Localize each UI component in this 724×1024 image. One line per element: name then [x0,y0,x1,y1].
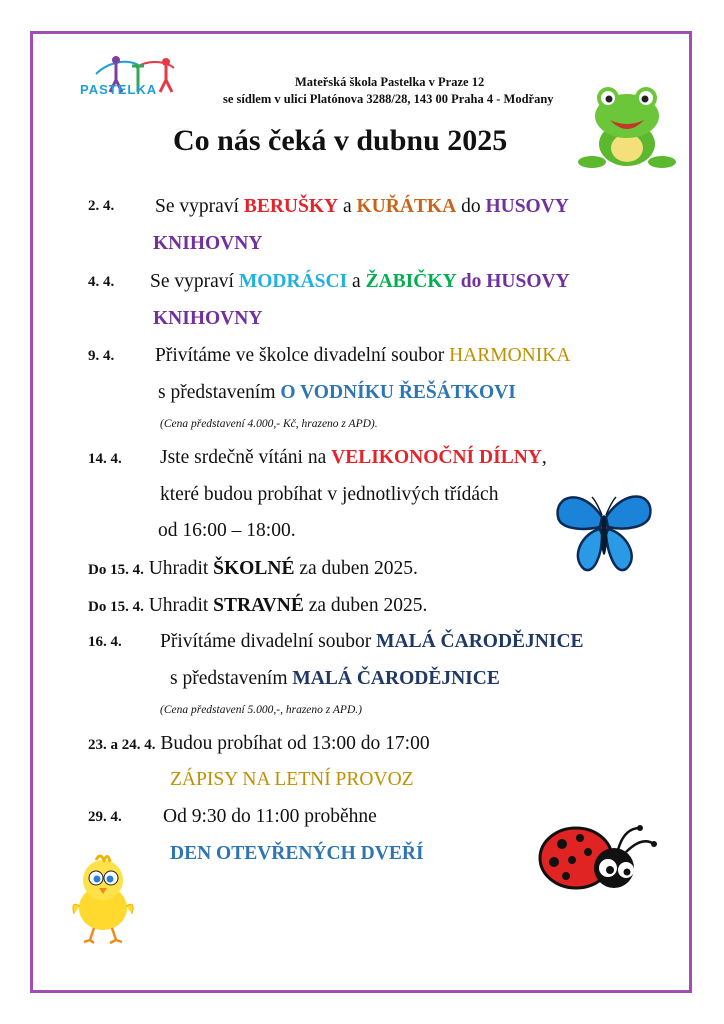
event-line: KNIHOVNY [153,233,263,254]
school-name-line2: se sídlem v ulici Platónova 3288/28, 143 00 Praha 4 - Modřany [223,92,554,106]
event-line: Přivítáme divadelní soubor MALÁ ČARODĚJNICE [160,631,584,652]
event-date: 2. 4. [88,198,115,214]
event-line: DEN OTEVŘENÝCH DVEŘÍ [170,843,424,864]
event-date: Do 15. 4. [88,599,144,615]
page-title: Co nás čeká v dubnu 2025 [173,124,508,157]
event-line: Od 9:30 do 11:00 proběhne [163,806,377,827]
event-line: 23. a 24. 4. Budou probíhat od 13:00 do 17:00 [88,733,430,754]
event-line: Se vypraví MODRÁSCI a ŽABIČKY do HUSOVY [150,271,570,292]
event-line: Do 15. 4. Uhradit STRAVNÉ za duben 2025. [88,595,428,616]
event-note: (Cena představení 5.000,-, hrazeno z APD.) [160,704,362,716]
event-date: 29. 4. [88,809,122,825]
school-name-line1: Mateřská škola Pastelka v Praze 12 [295,75,485,89]
frog-image [578,82,676,172]
ladybug-image [532,822,660,898]
event-date: 23. a 24. 4. [88,737,156,753]
logo-text: PASTELKA [80,82,158,97]
event-note: (Cena představení 4.000,- Kč, hrazeno z APD). [160,418,378,430]
event-date: 16. 4. [88,634,122,650]
event-date: 9. 4. [88,348,115,364]
event-line: Přivítáme ve školce divadelní soubor HARMONIKA [155,345,571,366]
event-line: ZÁPISY NA LETNÍ PROVOZ [170,769,414,790]
event-line: Se vypraví BERUŠKY a KUŘÁTKA do HUSOVY [155,196,569,217]
event-line: které budou probíhat v jednotlivých třídách [160,484,499,505]
logo-image [78,52,190,104]
event-date: Do 15. 4. [88,562,144,578]
butterfly-image [552,487,656,579]
event-date: 4. 4. [88,274,115,290]
event-line: s představením MALÁ ČARODĚJNICE [170,668,500,689]
event-line: Do 15. 4. Uhradit ŠKOLNÉ za duben 2025. [88,558,418,579]
chick-image [66,852,140,944]
event-date: 14. 4. [88,451,122,467]
event-line: KNIHOVNY [153,308,263,329]
event-line: od 16:00 – 18:00. [158,520,296,541]
event-line: s představením O VODNÍKU ŘEŠÁTKOVI [158,382,516,403]
event-line: Jste srdečně vítáni na VELIKONOČNÍ DÍLNY, [160,447,547,468]
